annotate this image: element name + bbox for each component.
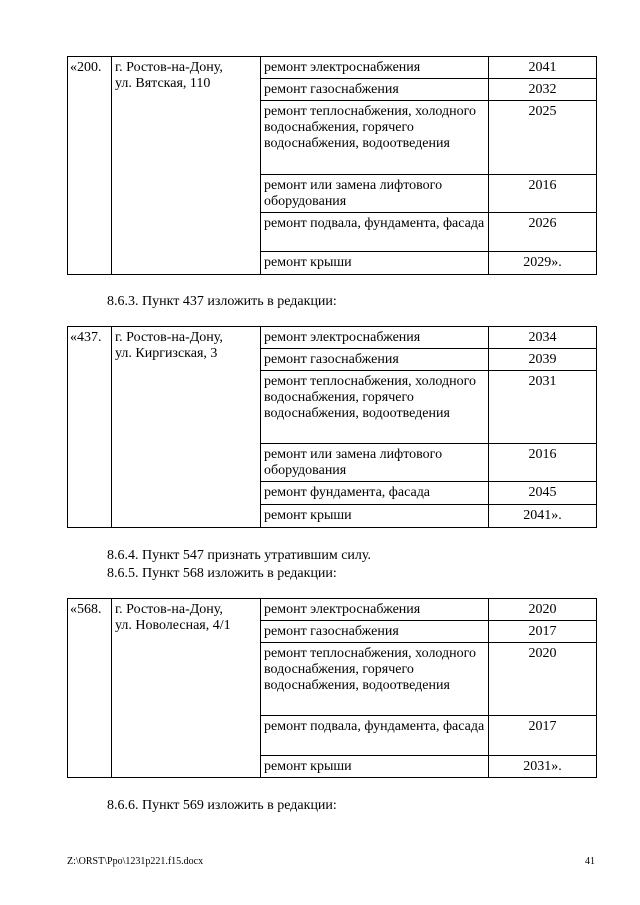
- work-type: ремонт электроснабжения: [261, 57, 489, 79]
- address-cell: [112, 57, 261, 275]
- paragraph-8-6-3: 8.6.3. Пункт 437 изложить в редакции:: [107, 294, 337, 309]
- work-type: ремонт газоснабжения: [261, 621, 489, 643]
- work-type: ремонт теплоснабжения, холодного водоснабжения, горячего водоснабжения, водоотведения: [261, 101, 489, 175]
- work-type: ремонт электроснабжения: [261, 599, 489, 621]
- item-number: «568.: [68, 599, 112, 778]
- work-year: 2017: [489, 716, 597, 756]
- address-city: г. Ростов-на-Дону,: [115, 60, 223, 75]
- work-type: ремонт теплоснабжения, холодного водоснабжения, горячего водоснабжения, водоотведения: [261, 371, 489, 444]
- item-number: «200.: [68, 57, 112, 275]
- work-year: 2031: [489, 371, 597, 444]
- work-year: 2026: [489, 213, 597, 252]
- work-year: 2045: [489, 482, 597, 505]
- work-type: ремонт крыши: [261, 505, 489, 528]
- address-city: г. Ростов-на-Дону,: [115, 602, 223, 617]
- address-cell: [112, 327, 261, 528]
- work-year: 2025: [489, 101, 597, 175]
- work-type: ремонт или замена лифтового оборудования: [261, 444, 489, 482]
- work-type: ремонт газоснабжения: [261, 349, 489, 371]
- paragraph-8-6-4: 8.6.4. Пункт 547 признать утратившим силу.: [107, 548, 371, 563]
- work-type: ремонт электроснабжения: [261, 327, 489, 349]
- work-year: 2020: [489, 643, 597, 716]
- work-year: 2041: [489, 57, 597, 79]
- address-street: ул. Новолесная, 4/1: [115, 618, 231, 633]
- work-type: ремонт теплоснабжения, холодного водоснабжения, горячего водоснабжения, водоотведения: [261, 643, 489, 716]
- work-type: ремонт крыши: [261, 252, 489, 275]
- address-cell: [112, 599, 261, 778]
- work-type: ремонт подвала, фундамента, фасада: [261, 716, 489, 756]
- work-type: ремонт крыши: [261, 756, 489, 778]
- work-year: 2032: [489, 79, 597, 101]
- work-year: 2020: [489, 599, 597, 621]
- work-year: 2031».: [489, 756, 597, 778]
- address-street: ул. Киргизская, 3: [115, 346, 218, 361]
- work-year: 2039: [489, 349, 597, 371]
- table-item-200: [67, 56, 597, 275]
- address-street: ул. Вятская, 110: [115, 76, 211, 91]
- work-year: 2016: [489, 175, 597, 213]
- work-year: 2017: [489, 621, 597, 643]
- work-year: 2034: [489, 327, 597, 349]
- address-city: г. Ростов-на-Дону,: [115, 330, 223, 345]
- table-item-568: [67, 598, 597, 778]
- work-year: 2016: [489, 444, 597, 482]
- work-type: ремонт или замена лифтового оборудования: [261, 175, 489, 213]
- paragraph-8-6-6: 8.6.6. Пункт 569 изложить в редакции:: [107, 798, 337, 813]
- table-item-437: [67, 326, 597, 528]
- item-number: «437.: [68, 327, 112, 528]
- work-year: 2041».: [489, 505, 597, 528]
- paragraph-8-6-5: 8.6.5. Пункт 568 изложить в редакции:: [107, 566, 337, 581]
- work-type: ремонт газоснабжения: [261, 79, 489, 101]
- work-year: 2029».: [489, 252, 597, 275]
- work-type: ремонт подвала, фундамента, фасада: [261, 213, 489, 252]
- footer-file-path: Z:\ORST\Ppo\1231p221.f15.docx: [67, 856, 204, 867]
- page-number: 41: [585, 856, 595, 867]
- work-type: ремонт фундамента, фасада: [261, 482, 489, 505]
